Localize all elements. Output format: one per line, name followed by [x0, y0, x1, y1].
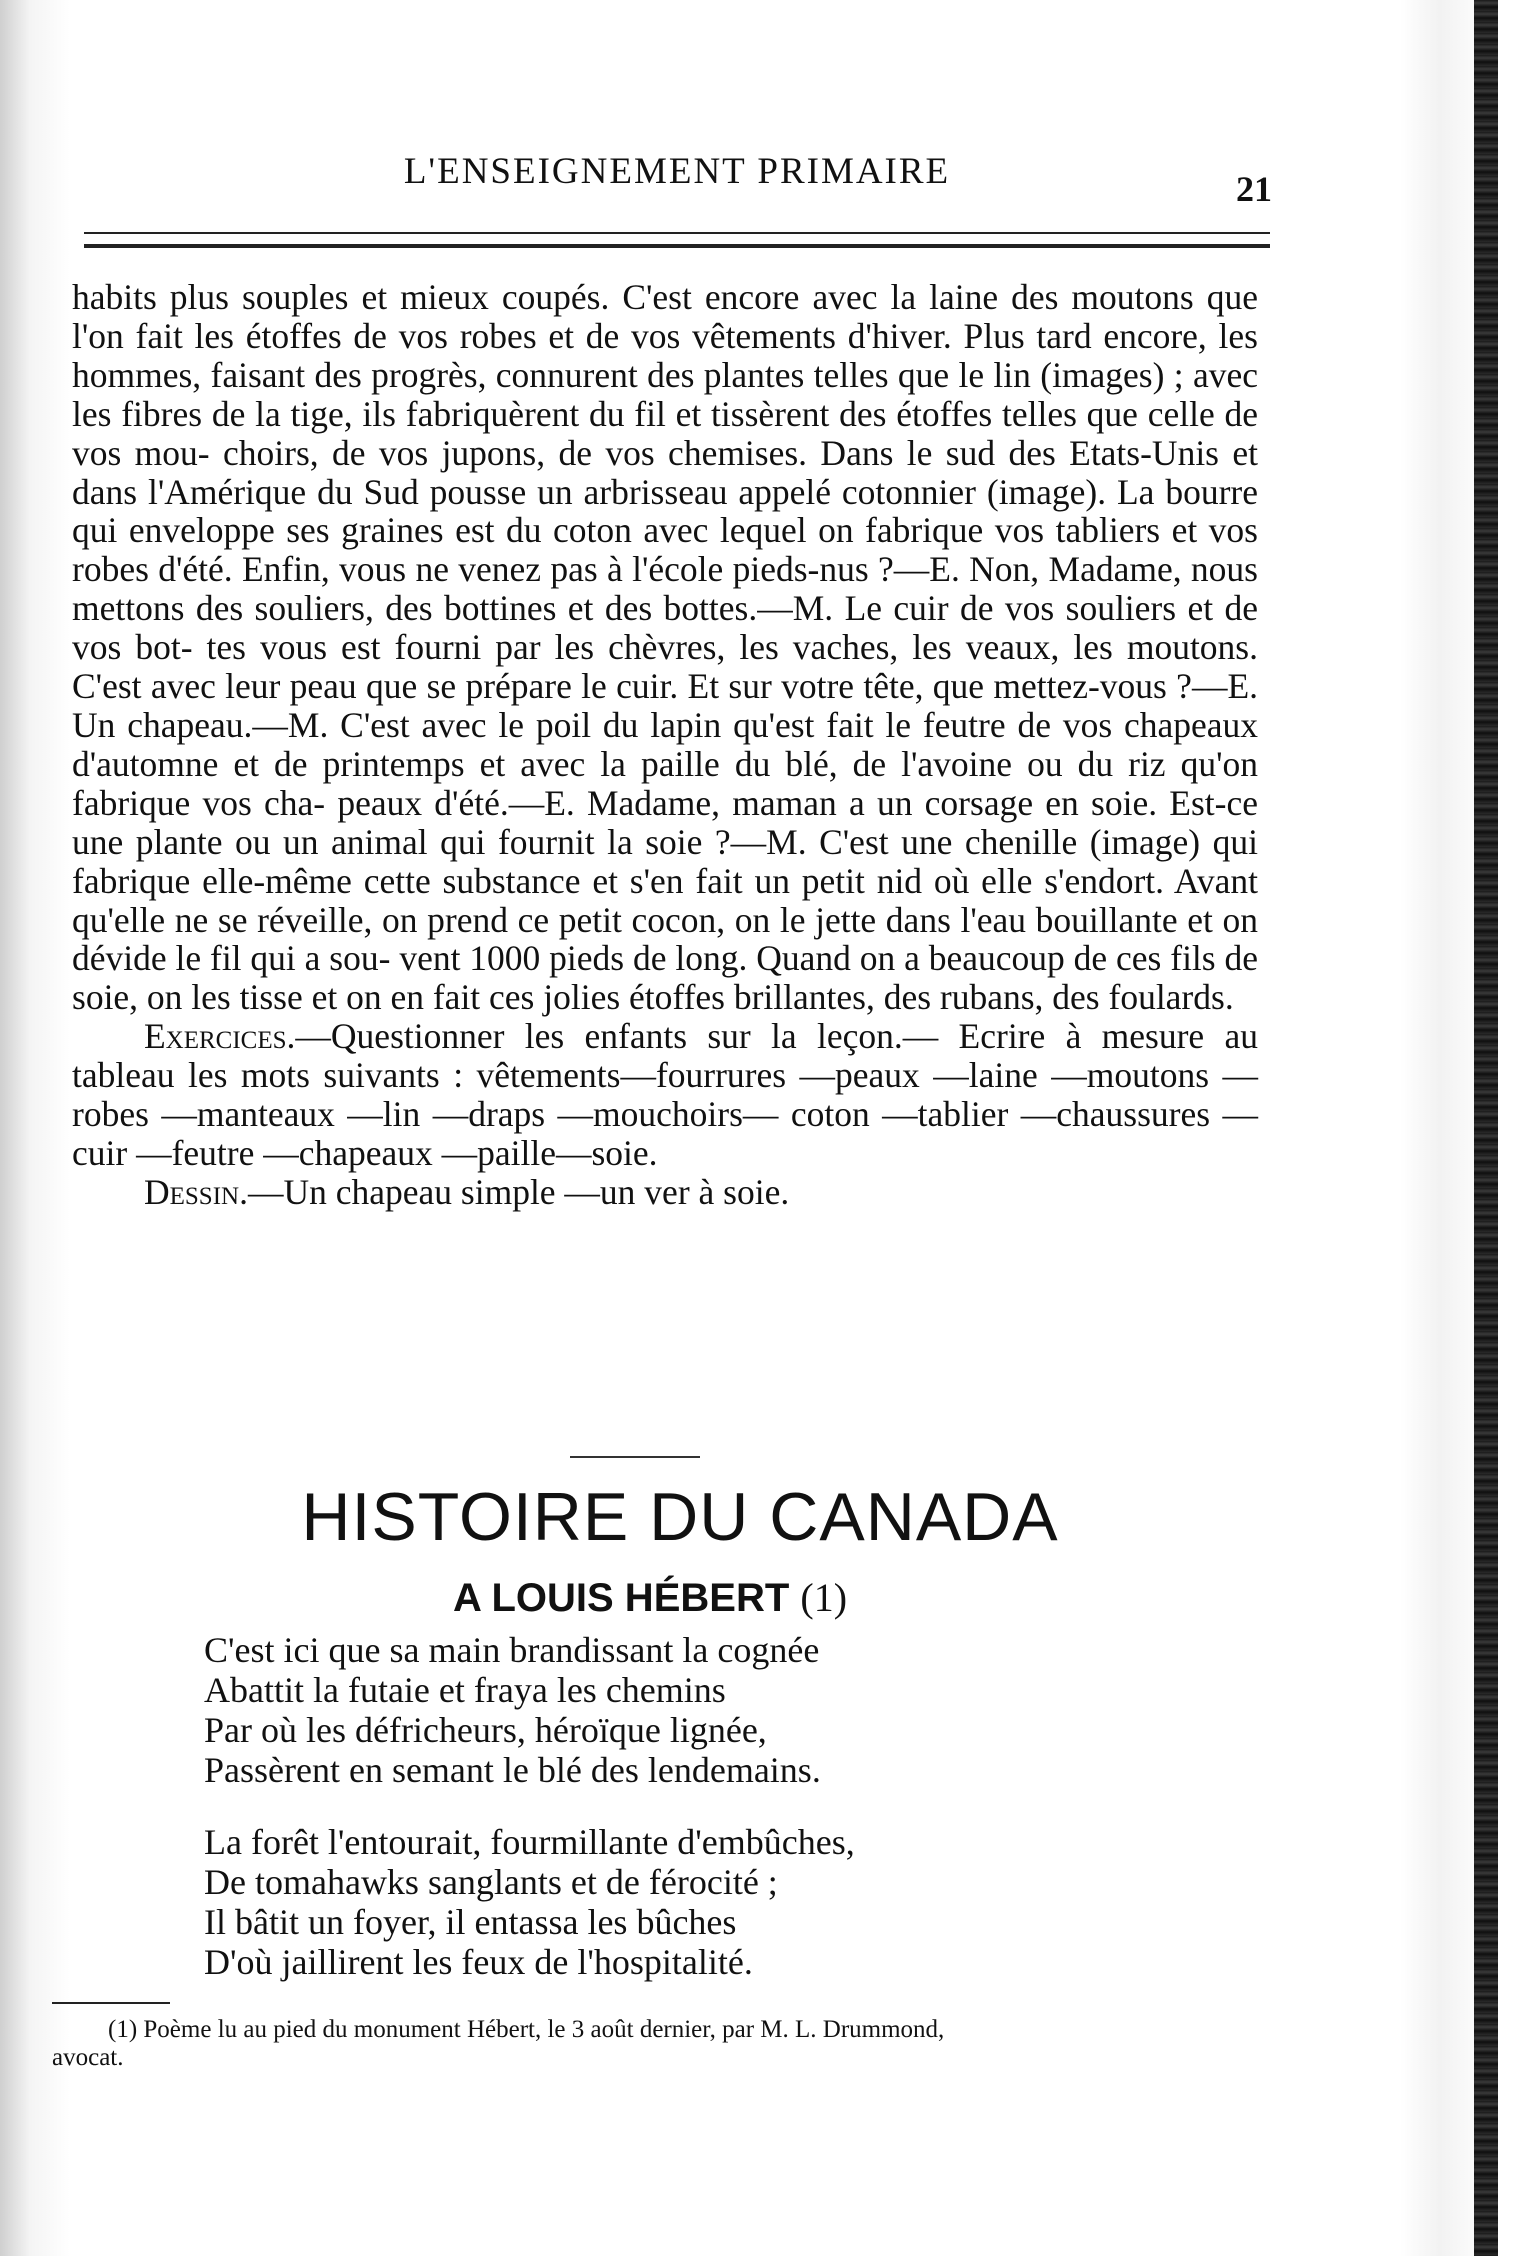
footnote-reference: (1): [800, 1575, 848, 1620]
poem-line: Abattit la futaie et fraya les chemins: [204, 1670, 726, 1710]
dessin-paragraph: [72, 1173, 1258, 1212]
body-line: nid où elle s'endort. Avant qu'elle ne se réveille, on prend ce petit: [72, 860, 1258, 940]
poem-title-text: A LOUIS HÉBERT: [452, 1576, 790, 1620]
body-line: (image). La bourre qui enveloppe ses graines est du coton avec lequel: [72, 471, 1258, 551]
body-line: à l'école pieds-nus ?—E. Non, Madame, nous mettons des souliers,: [72, 549, 1258, 629]
body-line: fabriquèrent du fil et tissèrent des étoffes telles que celle de vos mou-: [72, 393, 1259, 473]
footnote-rule: [52, 2002, 170, 2004]
poem-line: D'où jaillirent les feux de l'hospitalité.: [204, 1942, 753, 1982]
page-number: 21: [1236, 169, 1272, 209]
footnote-tail: avocat.: [52, 2044, 124, 2071]
footnote-marker: (1): [108, 2016, 138, 2043]
section-title: HISTOIRE DU CANADA: [301, 1479, 1059, 1555]
exercices-label: Exercices.: [144, 1016, 296, 1057]
lesson-paragraph: [72, 278, 1258, 1017]
body-line: (image) qui fabrique elle-même cette substance et s'en fait un petit: [72, 821, 1258, 901]
body-line: d'hiver. Plus tard encore, les hommes, faisant des progrès, connurent: [72, 315, 1258, 395]
poem-line: De tomahawks sanglants et de férocité ;: [204, 1862, 778, 1902]
body-line: tisse et on en fait ces jolies étoffes brillantes, des rubans, des foulards.: [239, 977, 1234, 1018]
poem-line: Par où les défricheurs, héroïque lignée,: [204, 1710, 767, 1750]
page-header: [82, 150, 1272, 209]
footnote-text: Poème lu au pied du monument Hébert, le 3 août dernier, par M. L. Drummond,: [143, 2016, 945, 2043]
body-line: qu'est fait le feutre de vos chapeaux d'automne et de printemps et: [72, 704, 1259, 784]
body-line: cocon, on le jette dans l'eau bouillante et on dévide le fil qui a sou-: [72, 899, 1258, 979]
section-divider: [570, 1456, 700, 1458]
poem-title: [0, 1574, 1300, 1621]
footnote: [52, 2016, 1252, 2072]
body-line: avec la paille du blé, de l'avoine ou du riz qu'on fabrique vos cha-: [72, 743, 1258, 823]
body-line: mettez-vous ?—E. Un chapeau.—M. C'est avec le poil du lapin: [72, 666, 1259, 745]
poem-line: Il bâtit un foyer, il entassa les bûches: [204, 1902, 737, 1942]
body-line: vent 1000 pieds de long. Quand on a beaucoup de ces fils de soie, on les: [72, 938, 1258, 1018]
exercices-text: —Questionner les enfants sur la leçon.— Ecrire à mesure au tableau les mots suivants : vêtements—fourrures —peaux —laine —moutons —robes —manteaux —lin —draps —mouchoirs— coton —tablier —chaussures —cuir —feutre —chapeaux —paille—soie.: [72, 1016, 1258, 1173]
running-head: L'ENSEIGNEMENT PRIMAIRE: [403, 151, 951, 192]
lesson-text: [72, 278, 1258, 1212]
body-line: tes vous est fourni par les chèvres, les vaches, les veaux, les moutons.: [206, 627, 1258, 668]
header-rule: [84, 232, 1270, 248]
body-line: peaux d'été.—E. Madame, maman a un corsage en soie. Est-ce une: [72, 782, 1258, 862]
poem-line: C'est ici que sa main brandissant la cognée: [204, 1630, 820, 1670]
body-line: des plantes telles que le lin (images) ; avec les fibres de la tige, ils: [72, 354, 1258, 434]
page-edge-shadow: [1474, 0, 1498, 2256]
poem-line: La forêt l'entourait, fourmillante d'embûches,: [204, 1822, 855, 1862]
poem-stanza: [204, 1630, 1104, 1790]
body-line: habits plus souples et mieux coupés. C'est encore avec la laine des: [72, 277, 1072, 317]
body-line: et dans l'Amérique du Sud pousse un arbrisseau appelé cotonnier: [72, 432, 1258, 512]
body-line: choirs, de vos jupons, de vos chemises. Dans le sud des Etats-Unis: [223, 432, 1233, 473]
dessin-text: —Un chapeau simple —un ver à soie.: [247, 1171, 790, 1212]
body-line: des bottines et des bottes.—M. Le cuir de vos souliers et de vos bot-: [72, 588, 1259, 668]
poem-stanza: [204, 1822, 1104, 1982]
dessin-label: Dessin.: [144, 1171, 248, 1212]
body-line: plante ou un animal qui fournit la soie ?—M. C'est une chenille: [135, 821, 1090, 862]
page-margin: [1498, 0, 1520, 2256]
body-line: moutons que l'on fait les étoffes de vos robes et de vos vêtements: [72, 277, 1258, 356]
body-line: C'est avec leur peau que se prépare le cuir. Et sur votre tête, que: [72, 666, 994, 707]
exercices-paragraph: [72, 1017, 1258, 1173]
body-line: on fabrique vos tabliers et vos robes d'été. Enfin, vous ne venez pas: [72, 510, 1258, 590]
poem-line: Passèrent en semant le blé des lendemains.: [204, 1750, 821, 1790]
